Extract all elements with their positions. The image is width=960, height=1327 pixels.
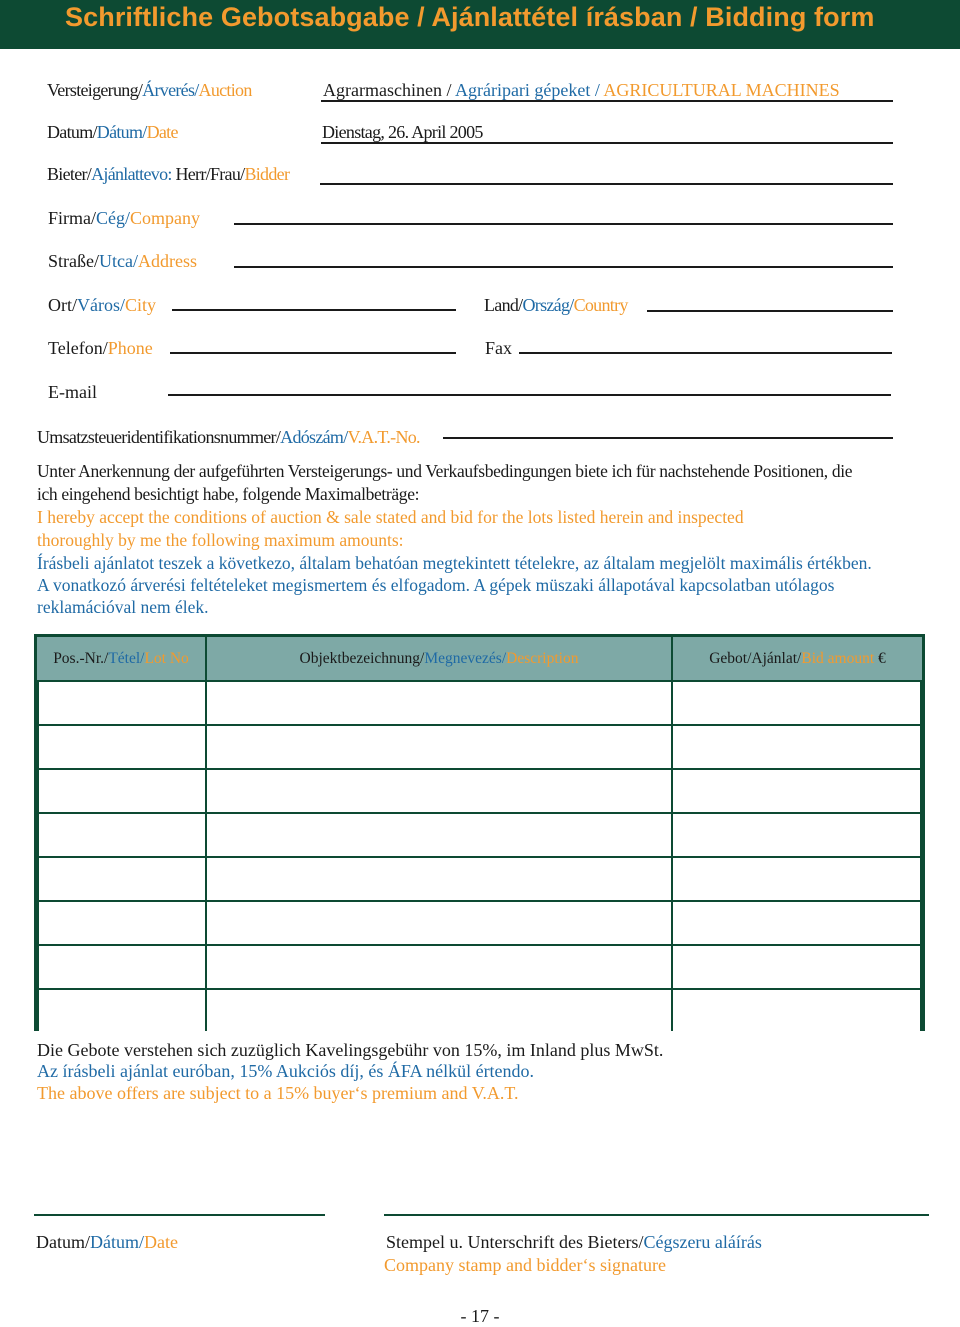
lot-no-cell[interactable] — [39, 682, 205, 724]
description-cell[interactable] — [207, 858, 671, 900]
auction-label-hu: Árverés/ — [142, 80, 199, 100]
date-signature-line[interactable] — [34, 1214, 325, 1216]
date-label — [47, 121, 178, 143]
auction-value-de: Agrarmaschinen / — [323, 80, 455, 100]
address-field[interactable] — [234, 266, 893, 268]
bid-amount-cell[interactable] — [673, 726, 920, 768]
bid-table-header — [37, 637, 922, 680]
bid-amount-cell[interactable] — [673, 682, 920, 724]
lot-no-cell[interactable] — [39, 726, 205, 768]
country-label-hu: Ország/ — [522, 295, 574, 315]
phone-label-en: Phone — [107, 338, 153, 358]
table-row — [37, 858, 922, 900]
lot-no-cell[interactable] — [39, 814, 205, 856]
description-cell[interactable] — [207, 726, 671, 768]
date-underline — [321, 142, 893, 144]
bid-amount-cell[interactable] — [673, 946, 920, 988]
header-bid-currency: € — [874, 650, 886, 667]
vat-label-en: V.A.T.-No. — [347, 427, 420, 447]
vat-label — [37, 426, 420, 448]
vat-label-hu: Adószám/ — [280, 427, 348, 447]
phone-label — [48, 337, 153, 359]
vat-label-de: Umsatzsteueridentifikationsnummer/ — [37, 427, 281, 447]
bidder-label-de: Bieter/ — [47, 164, 92, 184]
lot-no-cell[interactable] — [39, 990, 205, 1032]
header-description-en: Description — [506, 650, 579, 667]
header-bid-amount — [673, 637, 922, 680]
description-cell[interactable] — [207, 682, 671, 724]
bid-amount-cell[interactable] — [673, 990, 920, 1032]
bid-amount-cell[interactable] — [673, 902, 920, 944]
company-label — [48, 207, 200, 229]
signature-date-de: Datum/ — [36, 1232, 90, 1252]
auction-label-en: Auction — [198, 80, 252, 100]
description-cell[interactable] — [207, 770, 671, 812]
note-de: Die Gebote verstehen sich zuzüglich Kavelingsgebühr von 15%, im Inland plus MwSt. — [37, 1040, 664, 1060]
table-row — [37, 770, 922, 812]
signature-date-label — [36, 1231, 178, 1253]
address-label-en: Address — [137, 251, 197, 271]
phone-label-de: Telefon/ — [48, 338, 108, 358]
date-label-hu: Dátum/ — [96, 122, 147, 142]
table-row — [37, 814, 922, 856]
address-label-de: Straße/ — [48, 251, 99, 271]
description-cell[interactable] — [207, 990, 671, 1032]
address-label-hu: Utca/ — [99, 251, 138, 271]
auction-underline — [321, 100, 893, 102]
intro-de-line2: ich eingehend besichtigt habe, folgende Maximalbeträge: — [37, 484, 420, 504]
header-lot-no — [37, 637, 205, 680]
country-label-en: Country — [573, 295, 628, 315]
signature-stamp-de: Stempel u. Unterschrift des Bieters/ — [386, 1232, 644, 1252]
header-lot-no-en: Lot No — [144, 650, 189, 667]
auction-value-hu: Agráripari gépeket / — [454, 80, 604, 100]
auction-value-en: AGRICULTURAL MACHINES — [603, 80, 840, 100]
address-label — [48, 250, 197, 272]
bid-amount-cell[interactable] — [673, 858, 920, 900]
country-label-de: Land/ — [484, 295, 523, 315]
header-description — [207, 637, 671, 680]
fax-field[interactable] — [519, 352, 892, 354]
phone-field[interactable] — [170, 352, 456, 354]
lot-no-cell[interactable] — [39, 946, 205, 988]
company-label-en: Company — [130, 208, 200, 228]
signature-stamp-label — [386, 1231, 762, 1253]
description-cell[interactable] — [207, 814, 671, 856]
country-field[interactable] — [647, 310, 893, 312]
description-cell[interactable] — [207, 946, 671, 988]
header-description-de: Objektbezeichnung/ — [299, 650, 425, 667]
city-label-de: Ort/ — [48, 295, 77, 315]
bidder-label-hu: Ajánlattevo: — [91, 164, 176, 184]
bid-amount-cell[interactable] — [673, 770, 920, 812]
fax-label: Fax — [485, 338, 512, 358]
company-label-de: Firma/ — [48, 208, 96, 228]
page-number: - 17 - — [460, 1306, 500, 1326]
date-value: Dienstag, 26. April 2005 — [322, 122, 483, 142]
header-lot-no-de: Pos.-Nr./ — [53, 650, 109, 667]
lot-no-cell[interactable] — [39, 770, 205, 812]
note-hu: Az írásbeli ajánlat euróban, 15% Aukciós díj, és ÁFA nélkül értendo. — [37, 1061, 535, 1081]
lot-no-cell[interactable] — [39, 858, 205, 900]
city-field[interactable] — [172, 309, 456, 311]
header-lot-no-hu: Tétel/ — [108, 650, 145, 667]
city-label-en: City — [125, 295, 157, 315]
vat-field[interactable] — [443, 437, 893, 439]
city-label-hu: Város/ — [77, 295, 125, 315]
email-field[interactable] — [168, 394, 891, 396]
header-bid-amount-en: Bid amount — [801, 650, 875, 667]
bidder-field[interactable] — [320, 183, 893, 185]
lot-no-cell[interactable] — [39, 902, 205, 944]
email-label: E-mail — [48, 382, 97, 402]
company-field[interactable] — [234, 223, 893, 225]
table-row — [37, 682, 922, 724]
intro-hu-line1: Írásbeli ajánlatot teszek a következo, általam behatóan megtekintett tételekre, az általam megjelölt maximális értékben. — [37, 553, 872, 573]
header-bid-amount-de: Gebot/Ajánlat/ — [709, 650, 802, 667]
intro-hu-line3: reklamációval nem élek. — [37, 597, 209, 617]
auction-label-de: Versteigerung/ — [47, 80, 143, 100]
header-description-hu: Megnevezés/ — [424, 650, 507, 667]
table-row — [37, 726, 922, 768]
city-label — [48, 294, 156, 316]
page-title: Schriftliche Gebotsabgabe / Ajánlattétel írásban / Bidding form — [65, 2, 875, 32]
signature-stamp-en: Company stamp and bidder‘s signature — [384, 1255, 666, 1275]
country-label — [484, 294, 628, 316]
bidder-label-en: Bidder — [244, 164, 290, 184]
stamp-signature-line[interactable] — [384, 1214, 929, 1216]
intro-hu-line2: A vonatkozó árverési feltételeket megismertem és elfogadom. A gépek müszaki állapotával kapcsolatban utólagos — [37, 575, 835, 595]
bidder-label-de2: Herr/Frau/ — [175, 164, 245, 184]
signature-date-en: Date — [144, 1232, 178, 1252]
auction-label — [47, 79, 252, 101]
intro-en-line2: thoroughly by me the following maximum amounts: — [37, 530, 404, 550]
table-row — [37, 990, 922, 1032]
date-label-en: Date — [146, 122, 178, 142]
bid-table — [34, 634, 925, 1031]
intro-de-line1: Unter Anerkennung der aufgeführten Versteigerungs- und Verkaufsbedingungen biete ich für nachstehende Positionen, die — [37, 461, 853, 481]
auction-value — [323, 79, 840, 101]
note-en: The above offers are subject to a 15% buyer‘s premium and V.A.T. — [37, 1083, 519, 1103]
date-label-de: Datum/ — [47, 122, 97, 142]
signature-date-hu: Dátum/ — [90, 1232, 144, 1252]
signature-stamp-hu: Cégszeru aláírás — [643, 1232, 762, 1252]
description-cell[interactable] — [207, 902, 671, 944]
company-label-hu: Cég/ — [96, 208, 130, 228]
table-row — [37, 902, 922, 944]
bid-amount-cell[interactable] — [673, 814, 920, 856]
bidder-label — [47, 163, 289, 185]
table-row — [37, 946, 922, 988]
intro-en-line1: I hereby accept the conditions of auction & sale stated and bid for the lots listed herein and inspected — [37, 507, 744, 527]
